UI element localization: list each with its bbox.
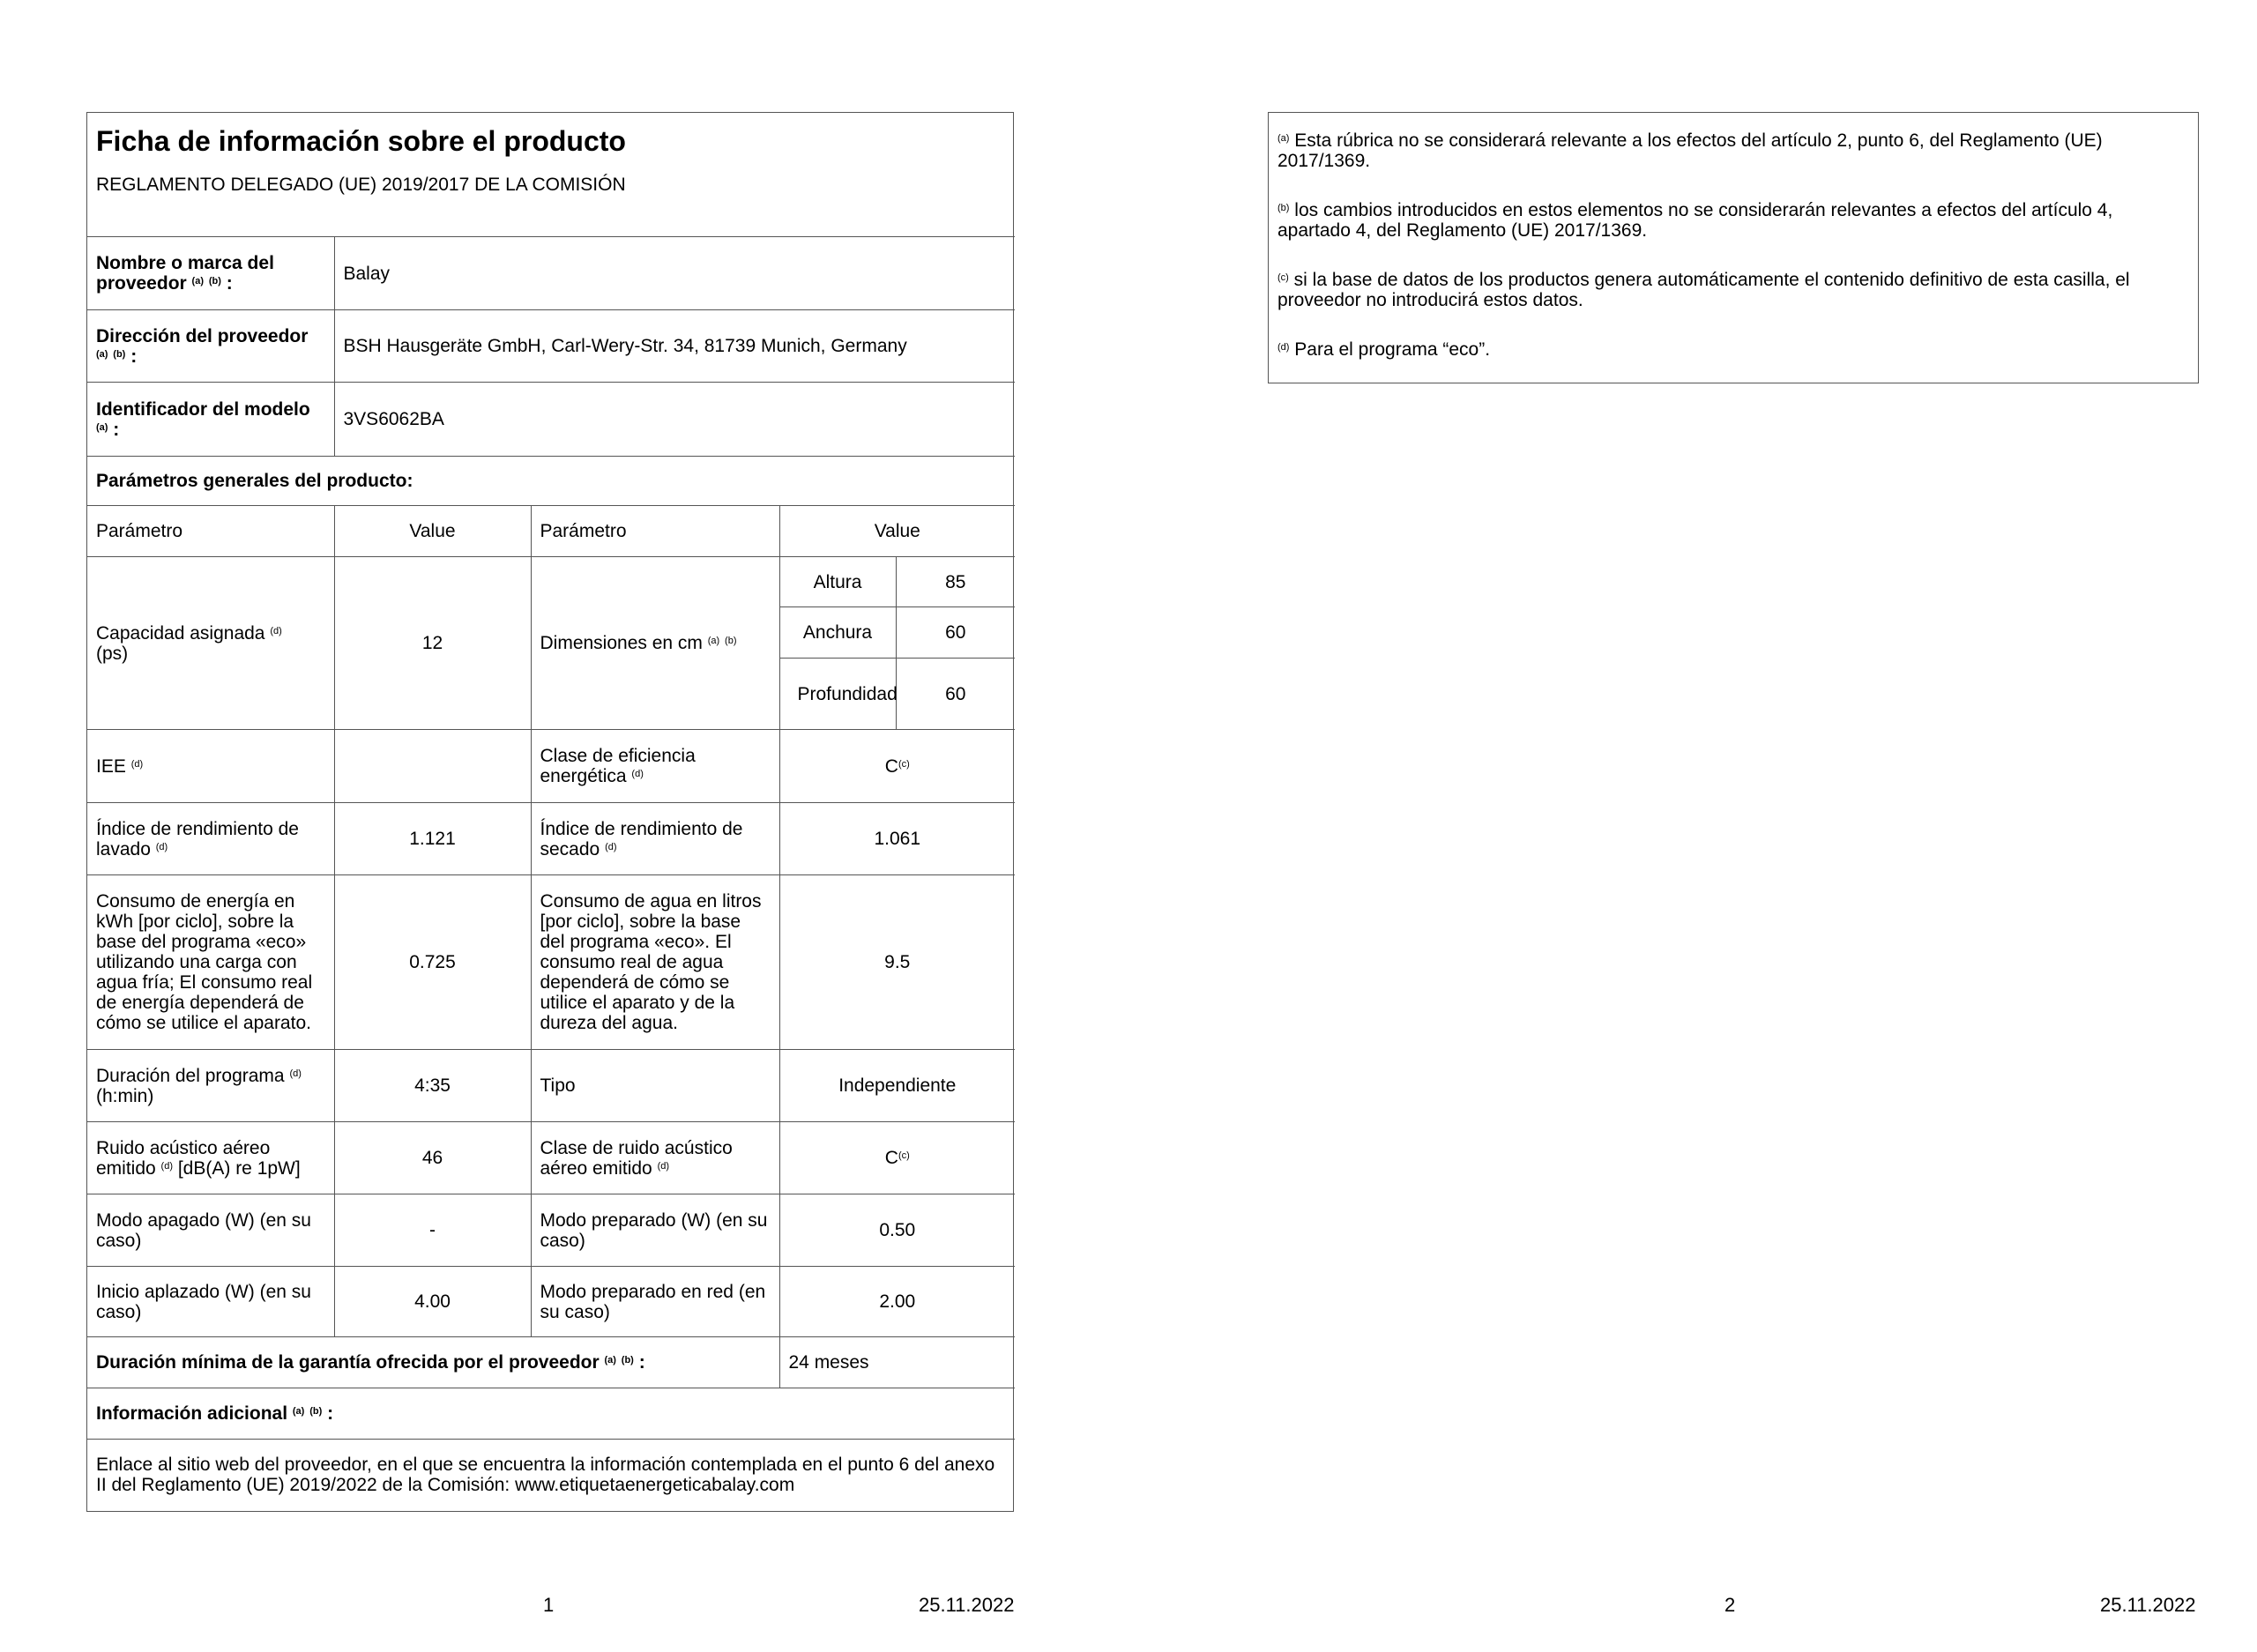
column-header-value-2: Value [779,506,1015,557]
width-value: 60 [896,607,1015,659]
date-2: 25.11.2022 [2100,1594,2196,1616]
column-header-parameter-2: Parámetro [531,506,779,557]
footnote-a: $^{(a)}$ Esta rúbrica no se considerará relevante a los efectos del artículo 2, punto 6, del Reglamento (UE) 2017/1369. [1277,130,2103,171]
width-label: Anchura [779,607,896,659]
delay-start-label: Inicio aplazado (W) (en su caso) [87,1267,334,1337]
page-title: Ficha de información sobre el producto [96,125,626,157]
noise-class-label: Clase de ruido acústico aéreo emitido $^{(d)}$ [531,1122,779,1194]
energy-consumption-value: 0.725 [334,875,531,1050]
type-value: Independiente [779,1050,1015,1122]
warranty-label: Duración mínima de la garantía ofrecida por el proveedor $^{(a)}$ $^{(b)}$ : [87,1337,779,1388]
network-standby-value: 2.00 [779,1267,1015,1337]
iee-label: IEE $^{(d)}$ [87,730,334,803]
capacity-value: 12 [334,557,531,730]
footnote-b: $^{(b)}$ los cambios introducidos en estos elementos no se considerarán relevantes a efectos del artículo 4, apartado 4, del Reglamento (UE) 2017/1369. [1277,200,2113,241]
capacity-label: Capacidad asignada $^{(d)}$ (ps) [87,557,334,730]
depth-value: 60 [896,659,1015,730]
page-number-1: 1 [543,1594,555,1616]
footnote-d: $^{(d)}$ Para el programa “eco”. [1277,339,1491,360]
water-consumption-value: 9.5 [779,875,1015,1050]
warranty-value: 24 meses [779,1337,1015,1388]
off-mode-value: - [334,1194,531,1267]
off-mode-label: Modo apagado (W) (en su caso) [87,1194,334,1267]
program-duration-label: Duración del programa $^{(d)}$ (h:min) [87,1050,334,1122]
wash-index-value: 1.121 [334,803,531,875]
delay-start-value: 4.00 [334,1267,531,1337]
model-label: Identificador del modelo $^{(a)}$ : [87,383,334,457]
height-label: Altura [779,557,896,607]
energy-consumption-label: Consumo de energía en kWh [por ciclo], sobre la base del programa «eco» utilizando una carga con agua fría; El consumo real de energía dependerá de cómo se utilice el aparato. [87,875,334,1050]
program-duration-value: 4:35 [334,1050,531,1122]
address-label: Dirección del proveedor $^{(a)}$ $^{(b)}$ : [87,310,334,383]
header-cell [87,113,1015,237]
height-value: 85 [896,557,1015,607]
general-parameters-heading: Parámetros generales del producto: [87,457,1015,506]
column-header-parameter: Parámetro [87,506,334,557]
iee-value [334,730,531,803]
energy-class-label: Clase de eficiencia energética $^{(d)}$ [531,730,779,803]
noise-class-value: $C^{(c)}$ [779,1122,1015,1194]
product-table [87,113,1015,1511]
footnote-c: $^{(c)}$ si la base de datos de los productos genera automáticamente el contenido definitivo de esta casilla, el proveedor no introducirá estos datos. [1277,270,2130,310]
supplier-website-info: Enlace al sitio web del proveedor, en el que se encuentra la información contemplada en el punto 6 del anexo II del Reglamento (UE) 2019/2022 de la Comisión: www.etiquetaenergeticabalay.com [87,1440,1015,1511]
noise-value: 46 [334,1122,531,1194]
type-label: Tipo [531,1050,779,1122]
dimensions-label: Dimensiones en cm $^{(a)}$ $^{(b)}$ [531,557,779,730]
supplier-value: Balay [334,237,1015,310]
network-standby-label: Modo preparado en red (en su caso) [531,1267,779,1337]
additional-info-heading: Información adicional $^{(a)}$ $^{(b)}$ : [87,1388,1015,1440]
page-number-2: 2 [1724,1594,1736,1616]
wash-index-label: Índice de rendimiento de lavado $^{(d)}$ [87,803,334,875]
address-value: BSH Hausgeräte GmbH, Carl-Wery-Str. 34, 81739 Munich, Germany [334,310,1015,383]
dry-index-label: Índice de rendimiento de secado $^{(d)}$ [531,803,779,875]
supplier-label: Nombre o marca del proveedor $^{(a)}$ $^{(b)}$ : [87,237,334,310]
regulation-subtitle: REGLAMENTO DELEGADO (UE) 2019/2017 DE LA COMISIÓN [96,175,626,195]
dry-index-value: 1.061 [779,803,1015,875]
footnotes-box [1268,112,2199,383]
product-information-sheet [86,112,1014,1512]
date-1: 25.11.2022 [919,1594,1015,1616]
noise-label: Ruido acústico aéreo emitido $^{(d)}$ [dB(A) re 1pW] [87,1122,334,1194]
depth-label: Profundidad [779,659,896,730]
standby-mode-value: 0.50 [779,1194,1015,1267]
model-value: 3VS6062BA [334,383,1015,457]
column-header-value: Value [334,506,531,557]
water-consumption-label: Consumo de agua en litros [por ciclo], sobre la base del programa «eco». El consumo real de agua dependerá de cómo se utilice el aparato y de la dureza del agua. [531,875,779,1050]
standby-mode-label: Modo preparado (W) (en su caso) [531,1194,779,1267]
energy-class-value: $C^{(c)}$ [779,730,1015,803]
